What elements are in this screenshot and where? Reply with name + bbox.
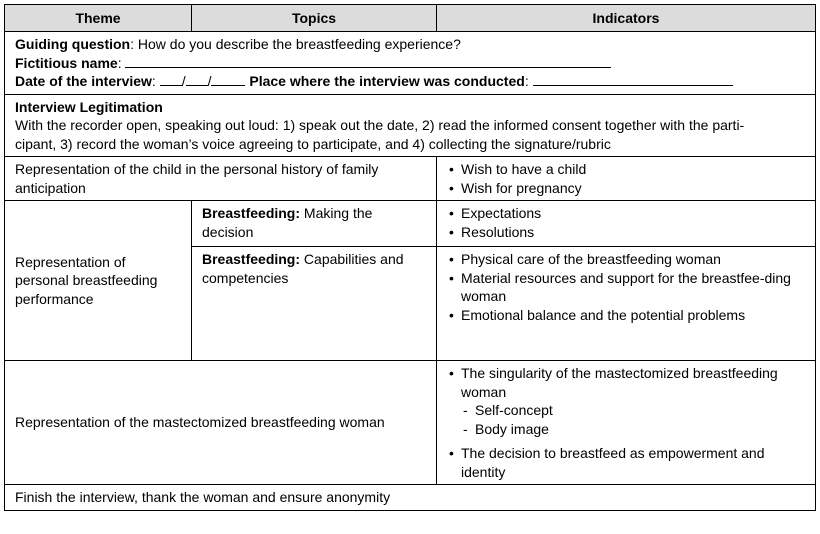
legitimation-line2: cipant, 3) record the woman’s voice agreeing to participate, and 4) collecting the signature/rubric: [15, 135, 611, 152]
sub-item: - Self-concept: [475, 401, 805, 420]
child-indicators: [437, 157, 816, 201]
header-indicators: Indicators: [437, 5, 816, 32]
list-item: • The singularity of the mastectomized breastfeeding woman - Self-concept - Body image: [461, 364, 805, 438]
footer-cell: Finish the interview, thank the woman and ensure anonymity: [5, 485, 816, 511]
date-month-blank: [186, 73, 208, 86]
mastectomized-indicators: [437, 361, 816, 485]
header-theme: Theme: [5, 5, 192, 32]
interview-guide-table: [4, 4, 816, 511]
list-item: • Wish to have a child: [461, 160, 805, 179]
place-blank: [533, 73, 733, 86]
child-theme: Representation of the child in the personal history of family anticipation: [5, 157, 437, 201]
list-item: • Expectations: [461, 204, 805, 223]
legitimation-row: [5, 94, 816, 157]
legitimation-cell: [5, 94, 816, 157]
date-day-blank: [160, 73, 182, 86]
header-topics: Topics: [192, 5, 437, 32]
performance-theme: Representation of personal breastfeeding performance: [5, 201, 192, 361]
list-item: • Resolutions: [461, 223, 805, 242]
fictitious-name: Fictitious name:: [15, 54, 805, 73]
list-item: • Material resources and support for the breastfee-ding woman: [461, 269, 805, 306]
child-row: [5, 157, 816, 201]
decision-indicators: [437, 201, 816, 247]
list-item: • The decision to breastfeed as empowerment and identity: [461, 444, 805, 481]
legitimation-title: Interview Legitimation: [15, 98, 163, 115]
name-blank: [125, 55, 611, 68]
performance-row-1: [5, 201, 816, 247]
date-year-blank: [211, 73, 245, 86]
mastectomized-theme: Representation of the mastectomized breastfeeding woman: [5, 361, 437, 485]
topic-capabilities: Breastfeeding: Capabilities and competencies: [192, 247, 437, 361]
list-item: • Emotional balance and the potential problems: [461, 306, 805, 325]
topic-making-decision: Breastfeeding: Making the decision: [192, 201, 437, 247]
mastectomized-row: [5, 361, 816, 485]
sub-item: - Body image: [475, 420, 805, 439]
capabilities-indicators: [437, 247, 816, 361]
header-row: [5, 5, 816, 32]
footer-row: [5, 485, 816, 511]
list-item: • Physical care of the breastfeeding woman: [461, 250, 805, 269]
list-item: • Wish for pregnancy: [461, 179, 805, 198]
guiding-question: Guiding question: How do you describe the breastfeeding experience?: [15, 36, 461, 52]
intro-row: [5, 32, 816, 95]
intro-cell: [5, 32, 816, 95]
date-and-place: Date of the interview: / / Place where the interview was conducted:: [15, 72, 805, 91]
legitimation-line1: With the recorder open, speaking out loud: 1) speak out the date, 2) read the informed consent together with the parti-: [15, 117, 745, 133]
